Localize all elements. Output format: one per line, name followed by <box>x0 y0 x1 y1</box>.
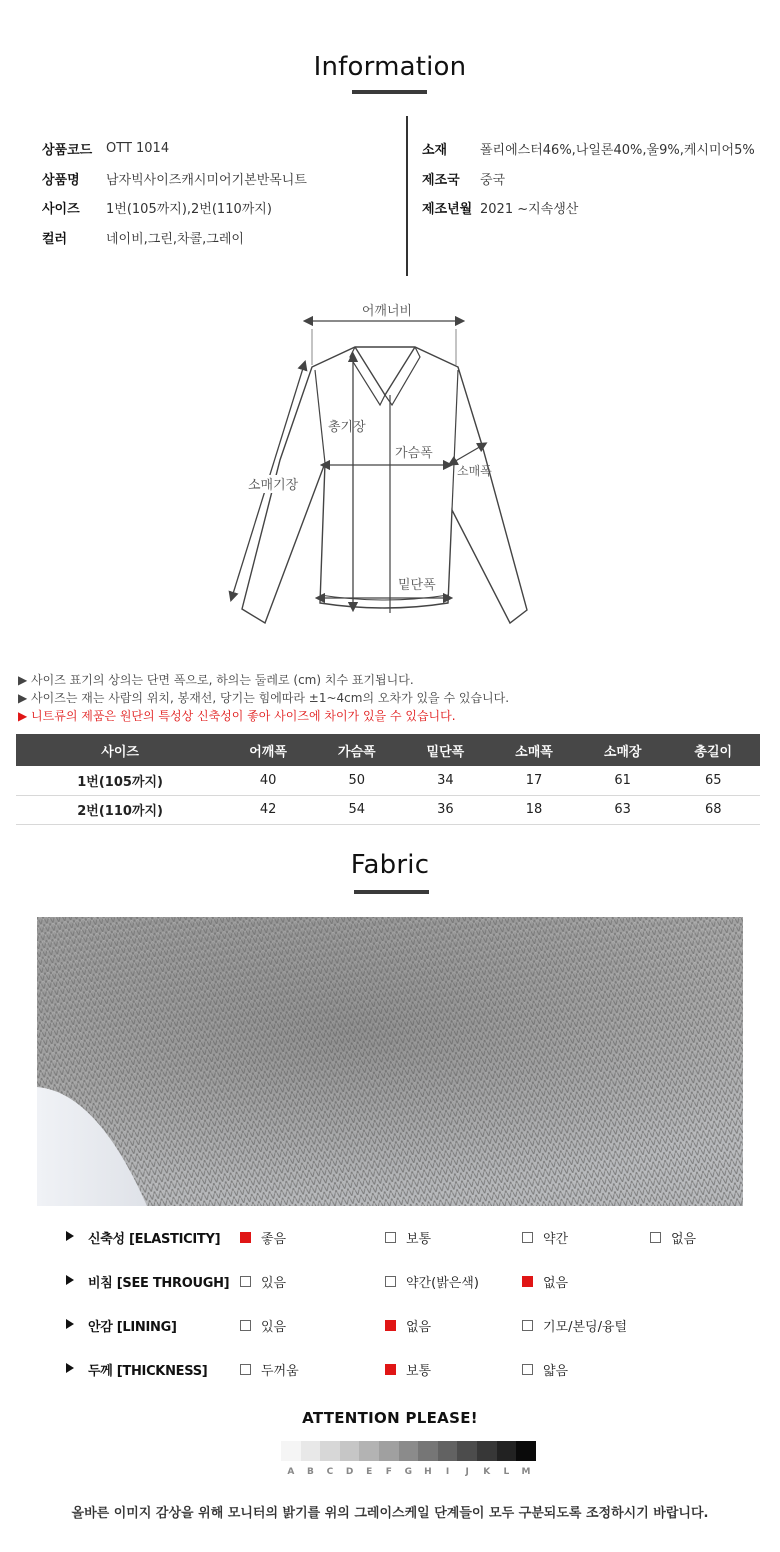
checkbox-empty-icon <box>240 1320 251 1331</box>
grayscale-label: M <box>521 1467 531 1477</box>
checkbox-empty-icon <box>522 1320 533 1331</box>
checkbox-empty-icon <box>522 1364 533 1375</box>
checkbox-checked-icon <box>385 1364 396 1375</box>
grayscale-swatch <box>281 1441 301 1461</box>
fabric-option <box>240 1228 286 1247</box>
table-cell: 40 <box>224 766 312 795</box>
table-cell: 36 <box>402 795 490 824</box>
fabric-title-underline <box>354 890 429 894</box>
triangle-bullet-icon <box>66 1319 74 1329</box>
fabric-property-label: 신축성 [ELASTICITY] <box>88 1232 221 1247</box>
checkbox-empty-icon <box>240 1364 251 1375</box>
table-cell: 65 <box>667 766 761 795</box>
grayscale-label: C <box>326 1467 334 1477</box>
fabric-property-label: 안감 [LINING] <box>88 1320 177 1335</box>
table-row <box>16 795 760 824</box>
garment-measurement-diagram <box>220 295 550 635</box>
fabric-property-row <box>0 1225 780 1249</box>
info-row <box>422 193 755 223</box>
info-left-column <box>42 134 307 252</box>
label-sleeve-width: 소매폭 <box>457 464 492 478</box>
table-cell: 34 <box>402 766 490 795</box>
fabric-option <box>240 1272 286 1291</box>
table-cell: 42 <box>224 795 312 824</box>
fabric-property-row <box>0 1269 780 1293</box>
fabric-option-label: 보통 <box>406 1364 432 1379</box>
size-table-header-cell: 밑단폭 <box>402 734 490 766</box>
info-key: 상품코드 <box>42 143 93 159</box>
triangle-bullet-icon <box>66 1231 74 1241</box>
info-value: OTT 1014 <box>106 141 170 157</box>
info-row <box>42 223 307 253</box>
info-row <box>42 164 307 194</box>
grayscale-bar <box>281 1441 536 1461</box>
size-notes <box>18 671 509 725</box>
fabric-option <box>522 1360 568 1379</box>
fabric-title: Fabric <box>350 850 430 880</box>
triangle-bullet-icon <box>66 1275 74 1285</box>
checkbox-empty-icon <box>385 1276 396 1287</box>
label-hem: 밑단폭 <box>398 578 436 593</box>
grayscale-swatch <box>516 1441 536 1461</box>
fabric-option-label: 기모/본딩/융털 <box>543 1320 628 1335</box>
checkbox-checked-icon <box>522 1276 533 1287</box>
fabric-property-label: 비침 [SEE THROUGH] <box>88 1276 230 1291</box>
info-key: 컬러 <box>42 231 68 247</box>
grayscale-swatch <box>438 1441 458 1461</box>
fabric-option-label: 없음 <box>406 1320 432 1335</box>
fabric-option <box>650 1228 696 1247</box>
label-total-length: 총기장 <box>328 420 366 435</box>
fabric-option <box>522 1316 627 1335</box>
info-value: 1번(105까지),2번(110까지) <box>106 202 272 218</box>
note-line: ▶ 사이즈 표기의 상의는 단면 폭으로, 하의는 둘레로 (cm) 치수 표기됩니다. <box>18 673 414 687</box>
info-value: 남자빅사이즈캐시미어기본반목니트 <box>106 172 307 188</box>
info-value: 폴리에스터46%,나일론40%,울9%,케시미어5% <box>480 143 755 159</box>
fabric-option-label: 약간 <box>543 1232 569 1247</box>
table-cell: 17 <box>489 766 579 795</box>
triangle-bullet-icon <box>66 1363 74 1373</box>
table-cell: 61 <box>579 766 667 795</box>
grayscale-labels <box>281 1467 536 1477</box>
shirt-outline-illustration <box>220 295 550 635</box>
grayscale-label: A <box>287 1467 295 1477</box>
grayscale-swatch <box>359 1441 379 1461</box>
grayscale-label: H <box>424 1467 432 1477</box>
fabric-option-label: 있음 <box>261 1320 287 1335</box>
grayscale-label: E <box>366 1467 373 1477</box>
fabric-option-label: 약간(밝은색) <box>406 1276 479 1291</box>
grayscale-label: L <box>503 1467 510 1477</box>
size-table-header <box>16 734 760 766</box>
label-chest: 가슴폭 <box>395 446 433 461</box>
note-line: ▶ 니트류의 제품은 원단의 특성상 신축성이 좋아 사이즈에 차이가 있을 수 있습니다. <box>18 709 456 723</box>
fabric-option <box>385 1316 431 1335</box>
grayscale-label: B <box>306 1467 314 1477</box>
table-cell: 18 <box>489 795 579 824</box>
information-title: Information <box>313 52 467 82</box>
fabric-property-row <box>0 1357 780 1381</box>
table-cell: 1번(105까지) <box>16 766 224 795</box>
table-cell: 68 <box>667 795 761 824</box>
info-value: 2021 ~지속생산 <box>480 202 579 218</box>
info-key: 제조국 <box>422 172 460 188</box>
grayscale-label: F <box>385 1467 392 1477</box>
fabric-property-row <box>0 1313 780 1337</box>
grayscale-label: I <box>445 1467 450 1477</box>
info-key: 제조년월 <box>422 202 473 218</box>
info-row <box>42 193 307 223</box>
note-line: ▶ 사이즈는 재는 사람의 위치, 봉재선, 당기는 힘에따라 ±1~4cm의 오차가 있을 수 있습니다. <box>18 691 510 705</box>
label-sleeve-length: 소매기장 <box>248 478 299 493</box>
fabric-option <box>385 1228 431 1247</box>
fabric-option <box>385 1360 431 1379</box>
checkbox-empty-icon <box>650 1232 661 1243</box>
info-row <box>422 134 755 164</box>
size-table-header-cell: 어깨폭 <box>224 734 312 766</box>
fabric-option <box>240 1360 299 1379</box>
fabric-option-label: 없음 <box>543 1276 569 1291</box>
table-cell: 2번(110까지) <box>16 795 224 824</box>
size-table-header-cell: 총길이 <box>667 734 761 766</box>
grayscale-swatch <box>399 1441 419 1461</box>
fabric-option-label: 없음 <box>671 1232 697 1247</box>
grayscale-label: J <box>465 1467 469 1477</box>
table-cell: 54 <box>312 795 402 824</box>
table-row <box>16 766 760 795</box>
fabric-option <box>522 1272 568 1291</box>
fabric-option-label: 두꺼움 <box>261 1364 299 1379</box>
fabric-closeup-photo <box>37 917 743 1206</box>
info-key: 사이즈 <box>42 202 80 218</box>
size-table-header-cell: 소매폭 <box>489 734 579 766</box>
fabric-option-label: 보통 <box>406 1232 432 1247</box>
info-divider <box>406 116 408 276</box>
info-value: 네이비,그린,차콜,그레이 <box>106 231 244 247</box>
grayscale-swatch <box>418 1441 438 1461</box>
grayscale-label: D <box>345 1467 354 1477</box>
size-table <box>16 734 760 825</box>
size-table-header-cell: 가슴폭 <box>312 734 402 766</box>
grayscale-swatch <box>320 1441 340 1461</box>
info-row <box>422 164 755 194</box>
fabric-option-label: 있음 <box>261 1276 287 1291</box>
grayscale-swatch <box>379 1441 399 1461</box>
fabric-property-label: 두께 [THICKNESS] <box>88 1364 208 1379</box>
size-table-header-cell: 소매장 <box>579 734 667 766</box>
grayscale-swatch <box>477 1441 497 1461</box>
grayscale-swatch <box>457 1441 477 1461</box>
info-right-column <box>422 134 755 223</box>
monitor-brightness-note: 올바른 이미지 감상을 위해 모니터의 밝기를 위의 그레이스케일 단계들이 모두 구분되도록 조정하시기 바랍니다. <box>71 1506 709 1521</box>
information-title-underline <box>352 90 427 94</box>
checkbox-checked-icon <box>240 1232 251 1243</box>
checkbox-empty-icon <box>522 1232 533 1243</box>
grayscale-label: K <box>483 1467 491 1477</box>
fabric-option <box>385 1272 479 1291</box>
info-value: 중국 <box>480 172 506 188</box>
info-key: 상품명 <box>42 172 80 188</box>
info-key: 소재 <box>422 143 448 159</box>
size-table-header-cell: 사이즈 <box>16 734 224 766</box>
checkbox-empty-icon <box>240 1276 251 1287</box>
checkbox-empty-icon <box>385 1232 396 1243</box>
info-row <box>42 134 307 164</box>
fabric-option <box>522 1228 568 1247</box>
table-cell: 50 <box>312 766 402 795</box>
fabric-option-label: 얇음 <box>543 1364 569 1379</box>
checkbox-checked-icon <box>385 1320 396 1331</box>
fabric-option-label: 좋음 <box>261 1232 287 1247</box>
label-shoulder: 어깨너비 <box>361 304 413 319</box>
grayscale-swatch <box>497 1441 517 1461</box>
grayscale-swatch <box>301 1441 321 1461</box>
grayscale-swatch <box>340 1441 360 1461</box>
table-cell: 63 <box>579 795 667 824</box>
fabric-option <box>240 1316 286 1335</box>
grayscale-label: G <box>404 1467 413 1477</box>
attention-title: ATTENTION PLEASE! <box>302 1409 478 1427</box>
